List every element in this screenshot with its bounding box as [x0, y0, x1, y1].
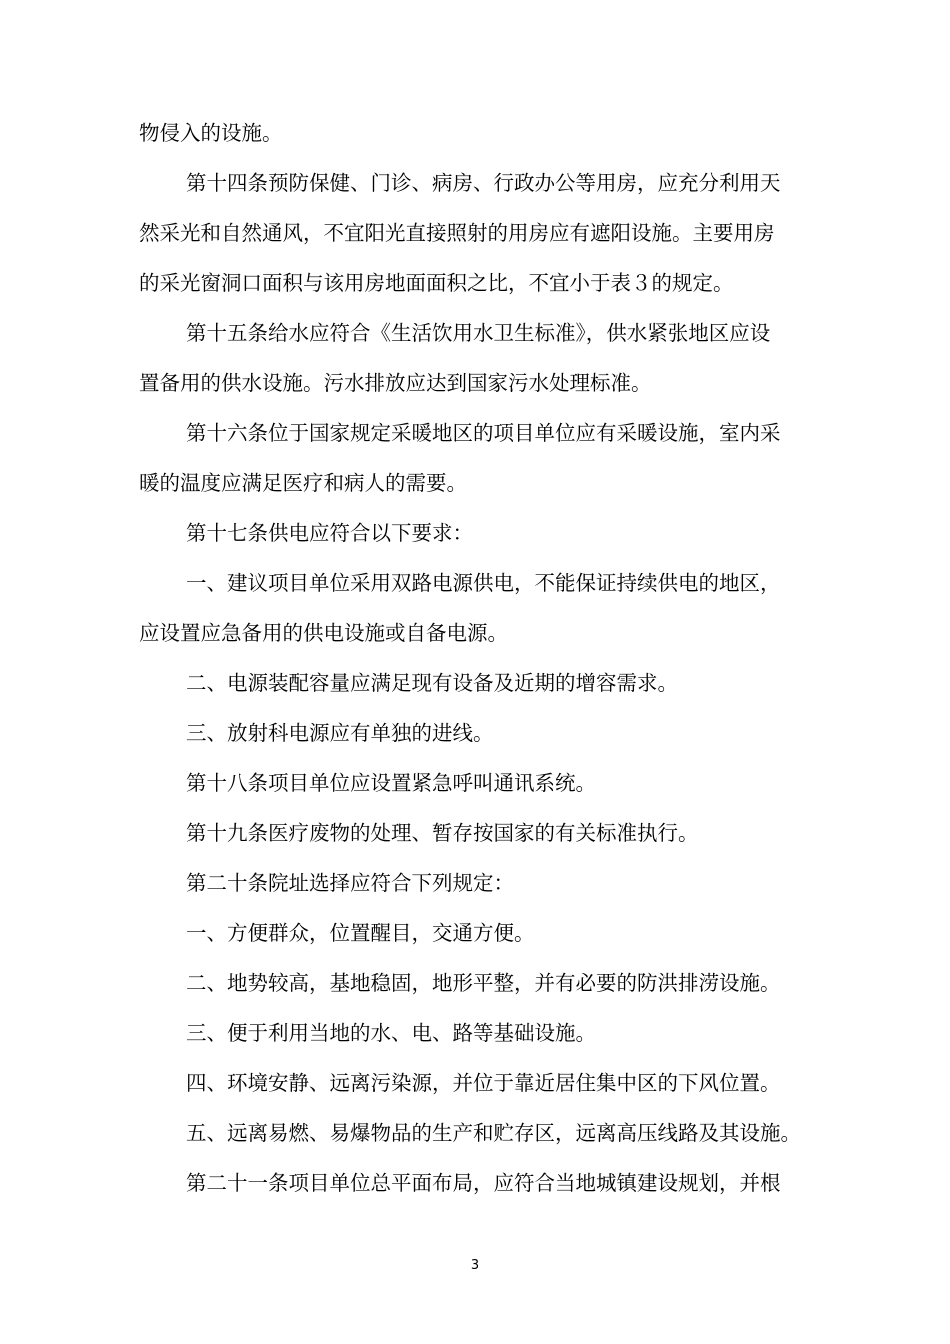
- text-line: 三、放射科电源应有单独的进线。: [186, 721, 494, 745]
- text-line: 三、便于利用当地的水、电、路等基础设施。: [186, 1021, 596, 1045]
- text-line: 一、建议项目单位采用双路电源供电，不能保证持续供电的地区，: [186, 571, 781, 595]
- text-line: 应设置应急备用的供电设施或自备电源。: [139, 621, 508, 645]
- text-line: 二、电源装配容量应满足现有设备及近期的增容需求。: [186, 671, 678, 695]
- text-line: 第十八条项目单位应设置紧急呼叫通讯系统。: [186, 771, 596, 795]
- text-line: 然采光和自然通风，不宜阳光直接照射的用房应有遮阳设施。主要用房: [139, 221, 775, 245]
- text-line: 第二十一条项目单位总平面布局，应符合当地城镇建设规划，并根: [186, 1171, 781, 1195]
- text-line: 一、方便群众，位置醒目，交通方便。: [186, 921, 535, 945]
- text-line: 第十六条位于国家规定采暖地区的项目单位应有采暖设施，室内采: [186, 421, 781, 445]
- text-line: 四、环境安静、远离污染源，并位于靠近居住集中区的下风位置。: [186, 1071, 781, 1095]
- text-line: 置备用的供水设施。污水排放应达到国家污水处理标准。: [139, 371, 652, 395]
- text-line: 二、地势较高，基地稳固，地形平整，并有必要的防洪排涝设施。: [186, 971, 781, 995]
- text-line: 第十四条预防保健、门诊、病房、行政办公等用房，应充分利用天: [186, 171, 781, 195]
- text-line: 的采光窗洞口面积与该用房地面面积之比，不宜小于表３的规定。: [139, 271, 734, 295]
- text-line: 第十九条医疗废物的处理、暂存按国家的有关标准执行。: [186, 821, 699, 845]
- text-line: 五、远离易燃、易爆物品的生产和贮存区，远离高压线路及其设施。: [186, 1121, 801, 1145]
- text-line: 第十七条供电应符合以下要求：: [186, 521, 473, 545]
- page-number: 3: [470, 1258, 480, 1273]
- text-line: 第二十条院址选择应符合下列规定：: [186, 871, 514, 895]
- text-line: 物侵入的设施。: [139, 121, 283, 145]
- text-line: 第十五条给水应符合《生活饮用水卫生标准》，供水紧张地区应设: [186, 321, 771, 345]
- text-line: 暖的温度应满足医疗和病人的需要。: [139, 471, 467, 495]
